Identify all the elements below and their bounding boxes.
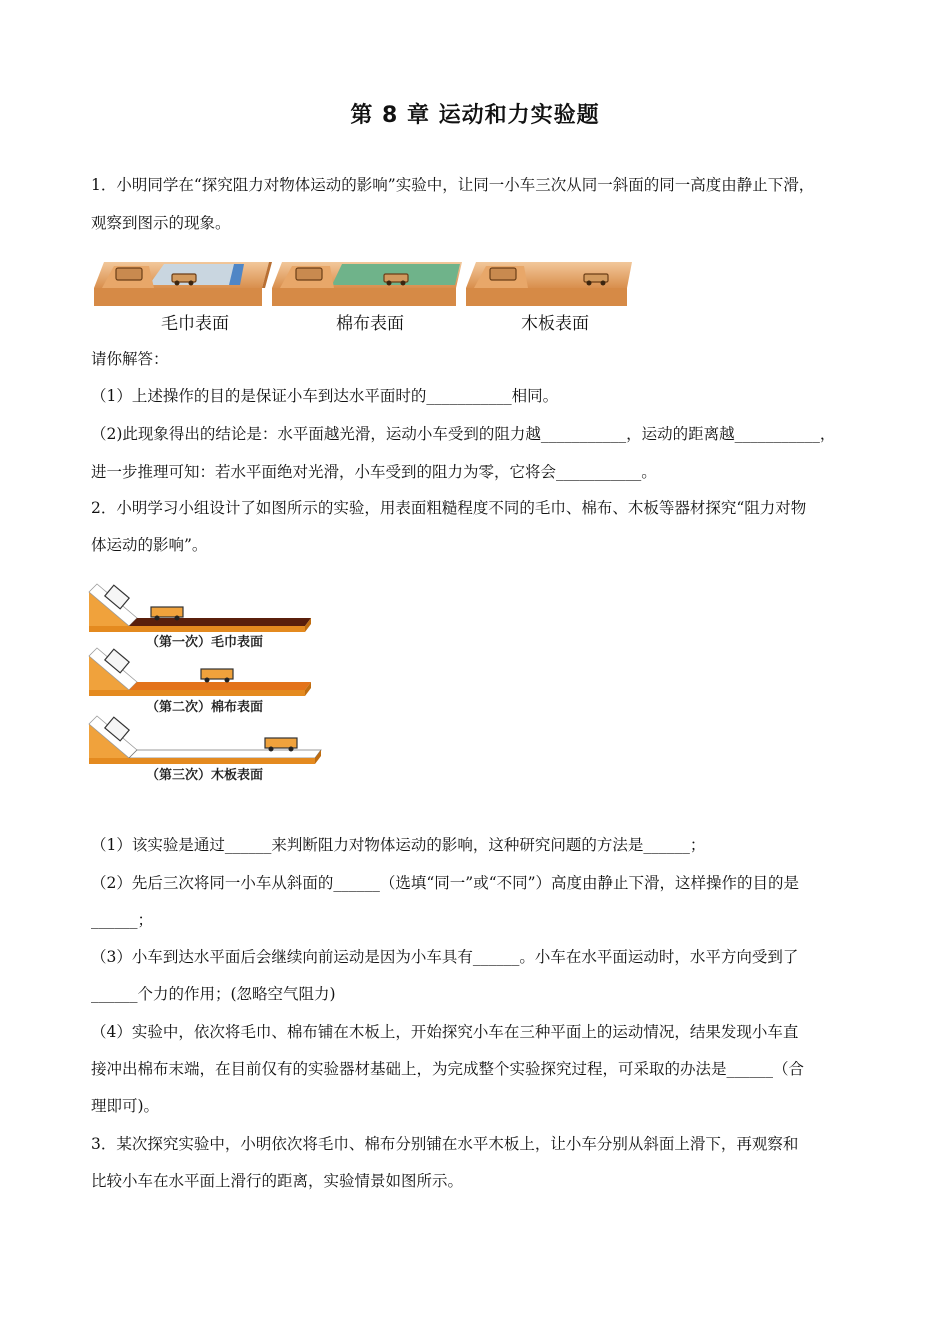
q2-caption-second: （第二次）棉布表面 [146, 700, 264, 715]
q2-sub4-line3: 理即可)。 [91, 1097, 160, 1115]
q2-sub3-line2: ______个力的作用；(忽略空气阻力) [91, 985, 336, 1003]
q1-figure [94, 258, 639, 308]
q3-stem-line1: 3．某次探究实验中，小明依次将毛巾、棉布分别铺在水平木板上，让小车分别从斜面上滑下，再观察和 [91, 1135, 799, 1153]
q3-stem-line2: 比较小车在水平面上滑行的距离，实验情景如图所示。 [91, 1172, 464, 1190]
q2-sub4-line2: 接冲出棉布末端，在目前仅有的实验器材基础上，为完成整个实验探究过程，可采取的办法是______（合 [91, 1060, 805, 1078]
q2-sub2-line2: ______； [91, 911, 154, 929]
q2-setup-towel [89, 584, 311, 632]
q1-sub2-line2: 进一步推理可知：若水平面绝对光滑，小车受到的阻力为零，它将会___________。 [91, 463, 657, 481]
q1-caption-wood: 木板表面 [521, 314, 589, 334]
q2-sub1: （1）该实验是通过______来判断阻力对物体运动的影响，这种研究问题的方法是______； [91, 836, 706, 854]
q1-panel-wood [466, 262, 632, 306]
q2-setup-wood [89, 716, 321, 764]
q1-stem-line2: 观察到图示的现象。 [91, 214, 231, 232]
q2-caption-first: （第一次）毛巾表面 [146, 635, 264, 650]
q1-panel-towel [94, 262, 272, 306]
q2-stem-line1: 2．小明学习小组设计了如图所示的实验，用表面粗糙程度不同的毛巾、棉布、木板等器材探究“阻力对物 [91, 499, 807, 517]
q2-setup-cotton [89, 648, 311, 696]
q2-sub2-line1: （2）先后三次将同一小车从斜面的______（选填“同一”或“不同”）高度由静止下滑，这样操作的目的是 [91, 874, 800, 892]
q1-sub1: （1）上述操作的目的是保证小车到达水平面时的___________相同。 [91, 387, 559, 405]
q2-caption-third: （第三次）木板表面 [146, 768, 264, 783]
q2-figure [89, 574, 314, 784]
q2-sub4-line1: （4）实验中，依次将毛巾、棉布铺在木板上，开始探究小车在三种平面上的运动情况，结果发现小车直 [91, 1023, 799, 1041]
page-title: 第 8 章 运动和力实验题 [350, 103, 600, 128]
q1-prompt: 请你解答： [91, 350, 169, 368]
q1-caption-towel: 毛巾表面 [161, 314, 229, 334]
q1-panel-cotton [272, 262, 462, 306]
q1-stem-line1: 1．小明同学在“探究阻力对物体运动的影响”实验中，让同一小车三次从同一斜面的同一高度由静止下滑， [91, 176, 815, 194]
q1-caption-cotton: 棉布表面 [336, 314, 404, 334]
q2-sub3-line1: （3）小车到达水平面后会继续向前运动是因为小车具有______。小车在水平面运动时，水平方向受到了 [91, 948, 799, 966]
q1-sub2-line1: （2)此现象得出的结论是：水平面越光滑，运动小车受到的阻力越___________，运动的距离越___________， [91, 425, 836, 443]
cart-icon [105, 717, 297, 751]
q2-stem-line2: 体运动的影响”。 [91, 536, 208, 554]
